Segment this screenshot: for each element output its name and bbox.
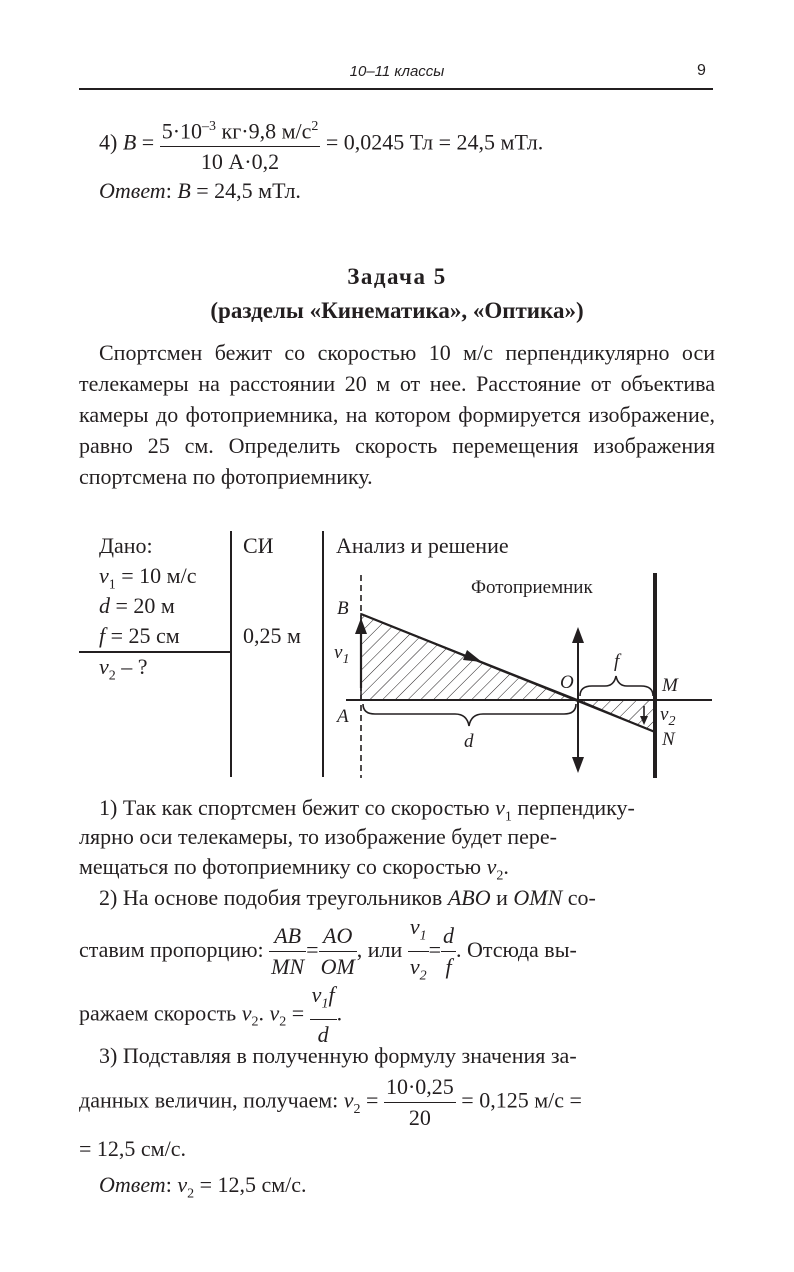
s2-and: и <box>490 885 514 910</box>
ray-arrow-icon <box>463 650 482 662</box>
find-val: – ? <box>115 654 148 679</box>
diagram-v2-sub: 2 <box>668 713 676 729</box>
frac-v2-var: v <box>409 954 420 980</box>
s3-frac-den: 20 <box>384 1102 456 1133</box>
frac-num-d: d <box>443 923 454 949</box>
frac-v2-sub: 2 <box>419 968 427 984</box>
s2-res-sub: 2 <box>279 1014 287 1030</box>
s2-l3-text: ражаем скорость <box>79 1000 242 1026</box>
solution-step-3-line-1: 3) Подставляя в полученную формулу значения за- <box>99 1043 577 1068</box>
solution-step-3-line-3: = 12,5 см/с. <box>79 1136 186 1161</box>
given-f-val: = 25 см <box>105 623 180 648</box>
s3-sub: 2 <box>353 1101 361 1117</box>
given-v1-var: v <box>99 563 109 588</box>
frac-den-f: f <box>441 951 456 982</box>
s2-res-end: . <box>336 1000 343 1026</box>
s1-text-b: перпендику- <box>511 795 635 820</box>
diagram-label-n: N <box>662 729 675 750</box>
s2-omn: OMN <box>513 885 563 910</box>
find-var: v <box>99 654 109 679</box>
answer-var: B <box>177 178 191 203</box>
task-statement: Спортсмен бежит со скоростью 10 м/с перпендикулярно оси телекамеры на расстоянии 20 м от нее. Расстояние от объектива камеры до фотоприемника, на котором формируется изображение, равно 25 см. Определить скорость перемещения изображения спортсмена по фотоприемнику. <box>79 340 715 489</box>
s3-var: v <box>343 1087 354 1113</box>
s1-text-a: 1) Так как спортсмен бежит со скоростью <box>99 795 496 820</box>
given-header: Дано: <box>99 533 153 558</box>
diagram-label-d: d <box>464 731 474 752</box>
item-number: 4) <box>99 129 118 155</box>
fraction-ao-om <box>319 921 357 982</box>
frac-v1-var: v <box>409 914 420 939</box>
diagram-v1-sub: 1 <box>342 651 350 667</box>
var-b: B <box>122 129 137 155</box>
s2-tail: . Отсюда вы- <box>456 936 577 962</box>
s1-sub: 1 <box>504 809 512 825</box>
s1-l3-var: v <box>486 854 497 879</box>
lens-bottom-arrow-icon <box>572 757 584 773</box>
formula-b-line: 4) B = $\frac{5\cdot 10^{-3} кг\cdot 9,8 м/с^2}{10 А\cdot 0,2}$ = 0,0245 Тл = 24,5 мТл. <box>99 112 543 177</box>
diagram-title-photodetector: Фотоприемник <box>471 577 593 598</box>
brace-f-icon <box>580 676 653 696</box>
frac-v1f-var: v <box>311 982 322 1007</box>
s2-text-b: со- <box>562 885 596 910</box>
s2-eq-2: = <box>428 936 441 962</box>
frac-num-v1f <box>310 980 337 1019</box>
final-answer-value: = 12,5 см/с. <box>194 1172 307 1197</box>
diagram-label-f: f <box>614 651 620 672</box>
diagram-label-m: M <box>662 675 678 696</box>
s2-l3-dot: . <box>258 1000 270 1026</box>
fraction-s3 <box>384 1072 456 1133</box>
given-v1-val: = 10 м/с <box>115 563 197 588</box>
final-answer: Ответ: $v_2 = 12,5$ см/с. <box>99 1172 307 1202</box>
si-header: СИ <box>243 533 274 558</box>
given-d-var: d <box>99 593 110 618</box>
s2-eq-1: = <box>306 936 319 962</box>
final-answer-sub: 2 <box>187 1186 195 1202</box>
final-answer-var: v <box>177 1172 188 1197</box>
final-answer-label: Ответ <box>99 1172 166 1197</box>
diagram-label-v2 <box>660 704 675 730</box>
frac-v1f-sub: 1 <box>321 996 329 1012</box>
s1-l3-text: мещаться по фотоприемнику со скоростью <box>79 854 487 879</box>
given-v1-sub: 1 <box>108 577 116 593</box>
s1-l3-end: . <box>503 854 509 879</box>
diagram-v2-var: v <box>660 704 669 725</box>
s3-result: = 0,125 м/с = <box>455 1087 582 1113</box>
fraction-ab-mn <box>269 921 306 982</box>
solution-step-2-line-3 <box>79 980 342 1050</box>
given-f-si: 0,25 м <box>243 623 301 648</box>
frac-num-ab: AB <box>274 923 302 949</box>
frac-num-v1 <box>408 912 429 951</box>
solution-step-2-line-1 <box>99 883 596 913</box>
frac-den-d: d <box>310 1019 337 1050</box>
num-part-a: 5·10 <box>161 118 203 144</box>
solution-step-3-line-2 <box>79 1072 582 1133</box>
num-square: 2 <box>311 119 319 134</box>
num-part-b: кг·9,8 м/с <box>216 118 312 144</box>
s2-l3-var: v <box>241 1000 252 1026</box>
s2-l3-sub: 2 <box>251 1014 259 1030</box>
diagram-v1-var: v <box>334 642 343 663</box>
s2-res-eq: = <box>286 1000 310 1026</box>
page-number: 9 <box>697 62 706 79</box>
diagram-label-o: O <box>560 672 574 693</box>
num-exponent: –3 <box>202 119 217 134</box>
task-subtitle: (разделы «Кинематика», «Оптика») <box>210 298 584 323</box>
given-f-var: f <box>99 623 106 648</box>
s2-or: , или <box>356 936 408 962</box>
solution-step-1-line-2: лярно оси телекамеры, то изображение будет пере- <box>79 824 557 849</box>
lens-top-arrow-icon <box>572 627 584 643</box>
answer-value: = 24,5 мТл. <box>190 178 301 203</box>
s1-l3-sub: 2 <box>496 868 504 884</box>
frac-num-ao: AO <box>323 923 353 949</box>
frac-v1f-f: f <box>328 982 335 1007</box>
s2-text-a: 2) На основе подобия треугольников <box>99 885 448 910</box>
task-title: Задача 5 <box>347 264 447 289</box>
s2-l2-text: ставим пропорцию: <box>79 936 270 962</box>
s2-res-var: v <box>269 1000 280 1026</box>
find-sub: 2 <box>108 668 116 684</box>
brace-d-icon <box>363 704 576 726</box>
fraction-v1-v2 <box>408 912 429 992</box>
diagram-label-b: B <box>337 598 349 619</box>
prev-answer: Ответ: B = 24,5 мТл. <box>99 178 301 203</box>
s2-abo: ABO <box>447 885 491 910</box>
s3-text-b: данных величин, получаем: <box>79 1087 344 1113</box>
frac-den-mn: MN <box>269 951 306 982</box>
diagram-label-v1 <box>334 642 349 668</box>
formula-result: 0,0245 Тл = 24,5 мТл. <box>343 129 544 155</box>
answer-label: Ответ <box>99 178 166 203</box>
fraction-d-f <box>441 921 456 982</box>
diagram-label-a: A <box>337 706 349 727</box>
s3-eq: = <box>360 1087 384 1113</box>
fraction-denominator: 10 А·0,2 <box>160 146 321 177</box>
frac-v1-sub: 1 <box>419 928 427 944</box>
analysis-header: Анализ и решение <box>336 533 509 558</box>
given-d-val: = 20 м <box>110 593 175 618</box>
s3-frac-num: 10·0,25 <box>385 1074 454 1099</box>
fraction-v1f-d <box>310 980 337 1050</box>
running-header-title: 10–11 классы <box>349 63 445 80</box>
s1-var: v <box>495 795 505 820</box>
frac-den-om: OM <box>319 951 357 982</box>
frac-den-v2 <box>408 951 429 991</box>
